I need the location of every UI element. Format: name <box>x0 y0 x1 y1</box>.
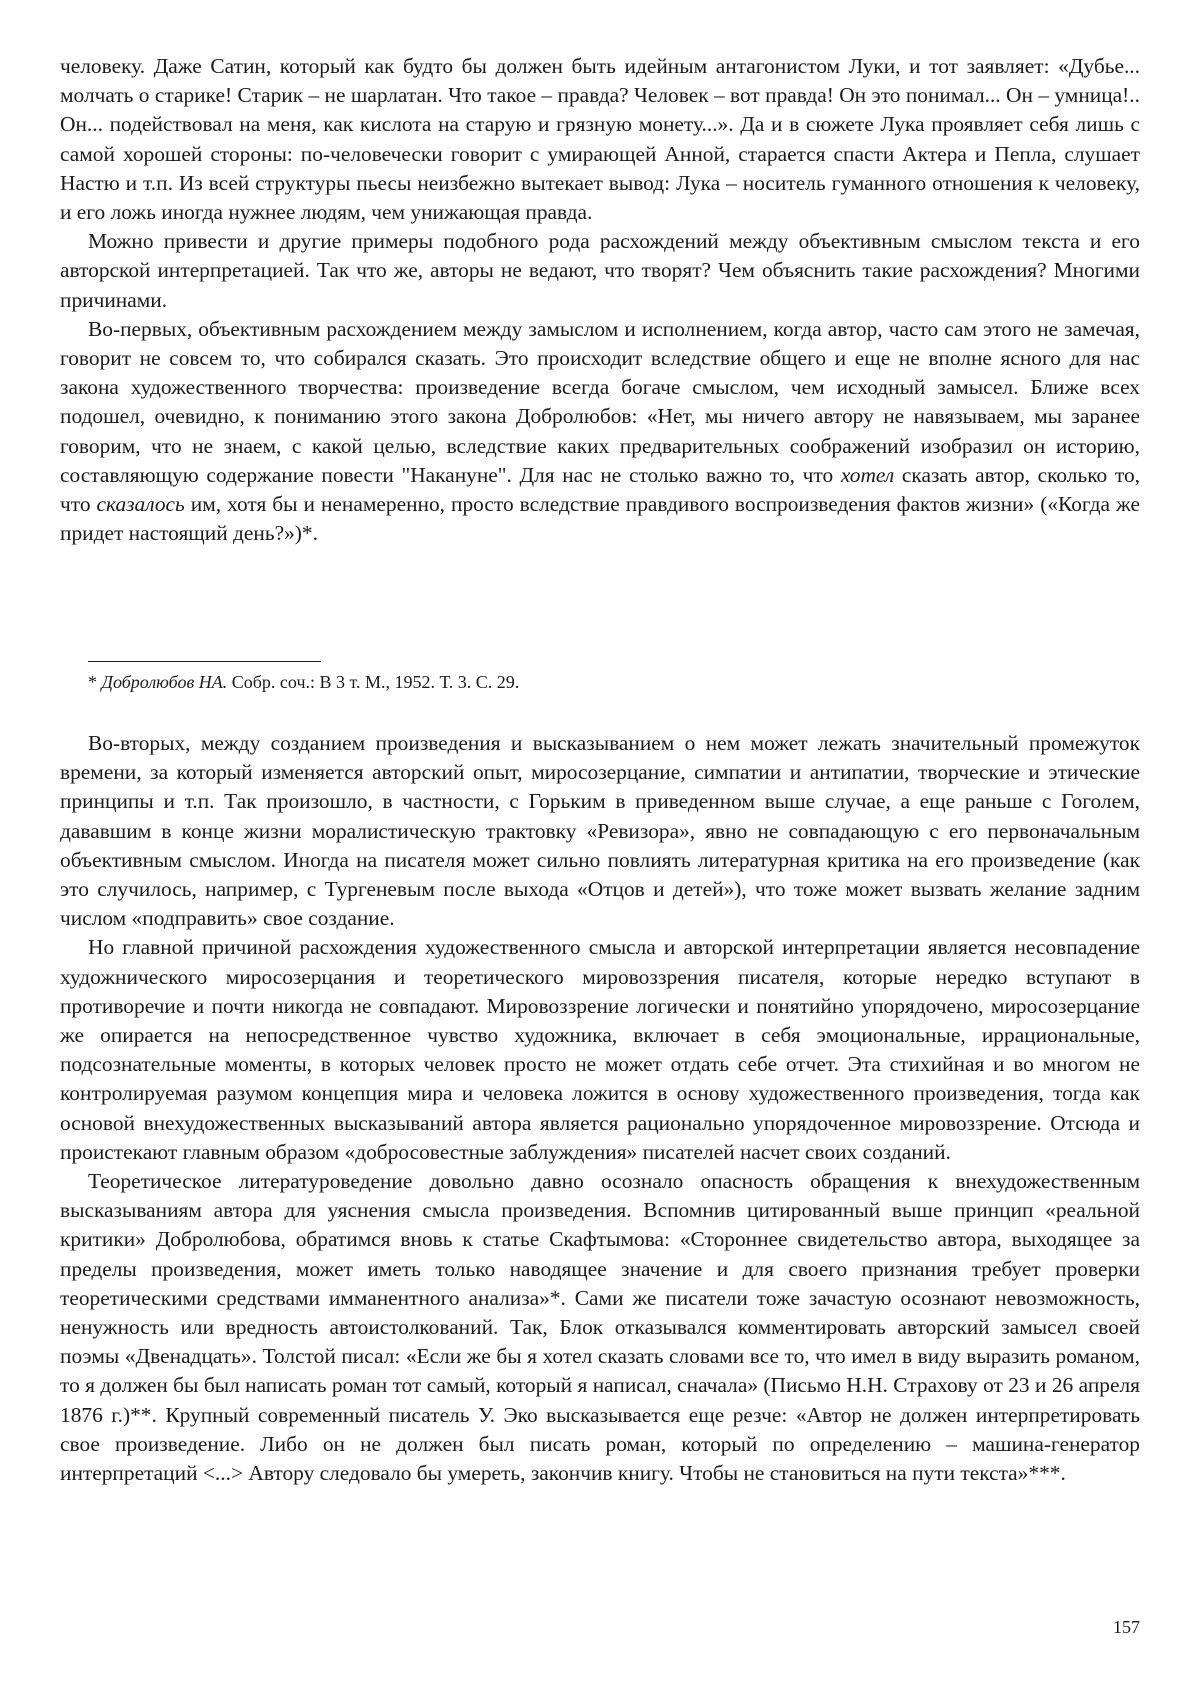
paragraph: Теоретическое литературоведение довольно давно осознало опасность обращения к внехудожественным высказываниям автора для уяснения смысла произведения. Вспомнив цитированный выше принцип «реальной критики» Добролюбова, обратимся вновь к статье Скафтымова: «Стороннее свидетельство автора, выходящее за пределы произведения, может иметь только наводящее значение и для своего признания требует проверки теоретическими средствами имманентного анализа»*. Сами же писатели тоже зачастую осознают невозможность, ненужность или вредность автоистолкований. Так, Блок отказывался комментировать авторский замысел своей поэмы «Двенадцать». Толстой писал: «Если же бы я хотел сказать словами все то, что имел в виду выразить романом, то я должен бы был написать роман тот самый, который я написал, сначала» (Письмо Н.Н. Страхову от 23 и 26 апреля 1876 г.)**. Крупный современный писатель У. Эко высказывается еще резче: «Автор не должен интерпретировать свое произведение. Либо он не должен был писать роман, который по определению – машина-генератор интерпретаций <...> Автору следовало бы умереть, закончив книгу. Чтобы не становиться на пути текста»***. <box>60 1169 1140 1486</box>
body-text-bottom <box>60 729 1140 1488</box>
paragraph: Во-вторых, между созданием произведения и высказыванием о нем может лежать значительный промежуток времени, за который изменяется авторский опыт, миросозерцание, симпатии и антипатии, творческие и этические принципы и т.п. Так произошло, в частности, с Горьким в приведенном выше случае, а еще раньше с Гоголем, дававшим в конце жизни моралистическую трактовку «Ревизора», явно не совпадающую с его первоначальным объективным смыслом. Иногда на писателя может сильно повлиять литературная критика на его произведение (как это случилось, например, с Тургеневым после выхода «Отцов и детей»), что тоже может вызвать желание задним числом «подправить» свое создание. <box>60 731 1140 931</box>
paragraph: человеку. Даже Сатин, который как будто бы должен быть идейным антагонистом Луки, и тот заявляет: «Дубье... молчать о старике! Старик – не шарлатан. Что такое – правда? Человек – вот правда! Он это понимал... Он – умница!.. Он... подействовал на меня, как кислота на старую и грязную монету...». Да и в сюжете Лука проявляет себя лишь с самой хорошей стороны: по-человечески говорит с умирающей Анной, старается спасти Актера и Пепла, слушает Настю и т.п. Из всей структуры пьесы неизбежно вытекает вывод: Лука – носитель гуманного отношения к человеку, и его ложь иногда нужнее людям, чем унижающая правда. <box>60 54 1140 225</box>
footnote-author: Добролюбов НА. <box>101 672 228 692</box>
footnote-divider <box>88 661 321 662</box>
paragraph-text: сказать автор, сколько то, что <box>60 462 1141 517</box>
footnote-marker: * <box>88 672 102 692</box>
paragraph: Но главной причиной расхождения художественного смысла и авторской интерпретации является несовпадение художнического миросозерцания и теоретического мировоззрения писателя, которые нередко вступают в противоречие и почти никогда не совпадают. Мировоззрение логически и понятийно упорядочено, миросозерцание же опирается на непосредственное чувство художника, включает в себя эмоциональные, иррациональные, подсознательные моменты, в которых человек просто не может отдать себе отчет. Эта стихийная и во многом не контролируемая разумом концепция мира и человека ложится в основу художественного произведения, тогда как основой внехудожественных высказываний автора является рационально упорядоченное мировоззрение. Отсюда и проистекают главным образом «добросовестные заблуждения» писателей насчет своих созданий. <box>60 935 1140 1164</box>
paragraph: Можно привести и другие примеры подобного рода расхождений между объективным смыслом текста и его авторской интерпретацией. Так что же, авторы не ведают, что творят? Чем объяснить такие расхождения? Многими причинами. <box>60 229 1140 312</box>
emphasis-text: сказалось <box>96 492 185 517</box>
paragraph-text: Во-первых, объективным расхождением между замыслом и исполнением, когда автор, часто сам этого не замечая, говорит не совсем то, что собирался сказать. Это происходит вследствие общего и еще не вполне ясного для нас закона художественного творчества: произведение всегда богаче смыслом, чем исходный замысел. Ближе всех подошел, очевидно, к пониманию этого закона Добролюбов: «Нет, мы ничего автору не навязываем, мы заранее говорим, что не знаем, с какой целью, вследствие каких предварительных соображений изобразил он историю, составляющую содержание повести "Накануне". Для нас не столько важно то, что <box>60 316 1140 487</box>
page-number: 157 <box>1113 1617 1140 1637</box>
body-text-top <box>60 52 1140 548</box>
paragraph <box>60 315 1140 549</box>
emphasis-text: хотел <box>840 462 895 487</box>
footnote-text: Собр. соч.: В 3 т. М., 1952. Т. 3. С. 29. <box>227 672 520 692</box>
paragraph-text: им, хотя бы и ненамеренно, просто вследствие правдивого воспроизведения фактов жизни» («Когда же придет настоящий день?»)*. <box>60 492 1140 546</box>
footnote <box>88 670 1140 694</box>
